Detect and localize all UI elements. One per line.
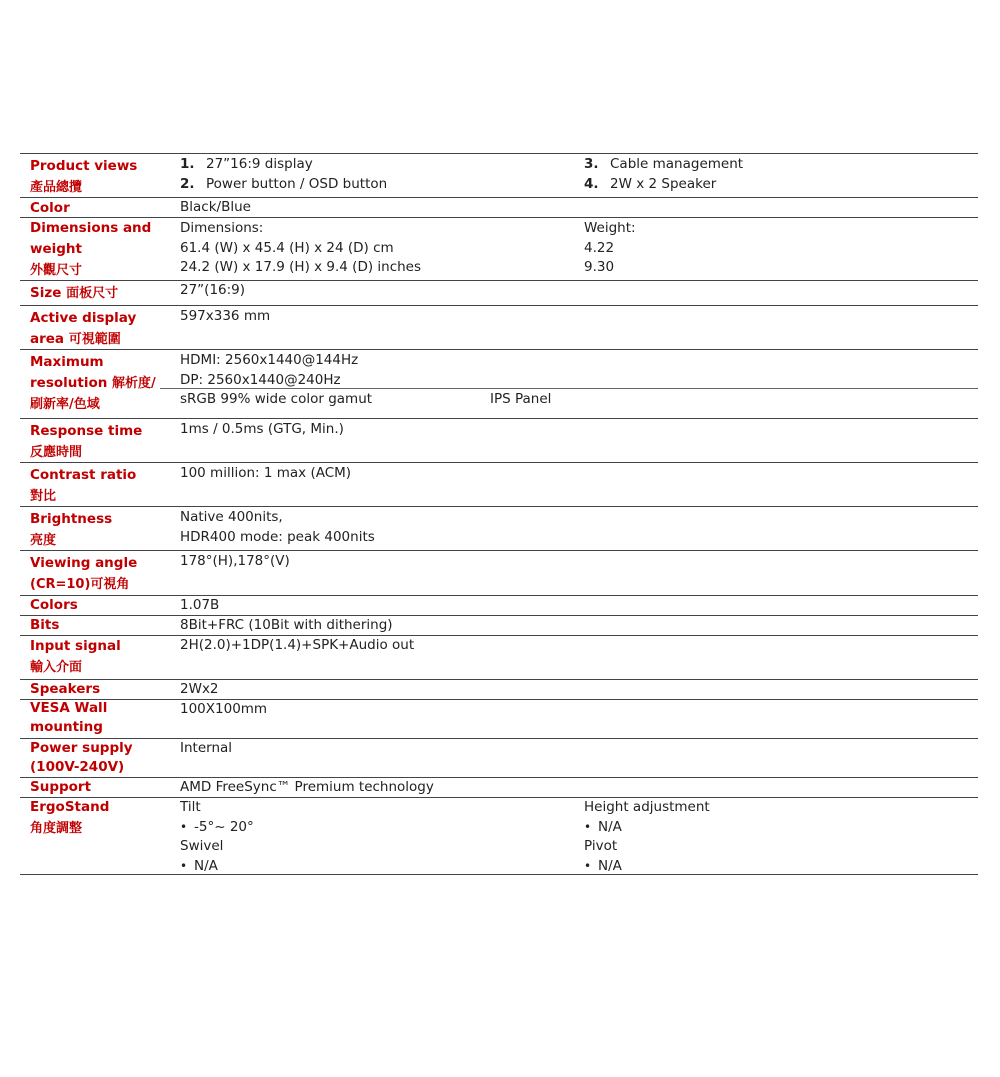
row-bits: [20, 615, 978, 635]
tilt-title: Tilt: [180, 799, 201, 815]
label-zh: 外觀尺寸: [30, 263, 83, 278]
label-en: Color: [30, 200, 70, 216]
dimensions-value: [180, 219, 421, 278]
label-en: Response time: [30, 423, 143, 439]
row-support: [20, 777, 978, 797]
label-zh: 亮度: [30, 533, 57, 548]
label-en: Input signal: [30, 638, 121, 654]
label-en: Colors: [30, 597, 78, 613]
label: [30, 283, 170, 304]
label-zh: 角度調整: [30, 821, 83, 836]
color-gamut: sRGB 99% wide color gamut: [180, 391, 373, 407]
swivel-title: Swivel: [180, 838, 224, 854]
label: [30, 218, 170, 281]
pivot-value: • N/A: [584, 857, 710, 877]
item-number: 3.: [584, 156, 599, 172]
row-vesa: [20, 699, 978, 738]
label: [30, 679, 170, 700]
pivot-title: Pivot: [584, 838, 618, 854]
value: 597x336 mm: [180, 308, 271, 324]
dim-cm: 61.4 (W) x 45.4 (H) x 24 (D) cm: [180, 239, 394, 256]
label: [30, 509, 170, 551]
value: AMD FreeSync™ Premium technology: [180, 779, 434, 795]
label: [30, 421, 170, 463]
label-en: Contrast ratio: [30, 467, 137, 483]
list-item: [584, 175, 743, 195]
row-contrast: [20, 462, 978, 506]
divider: [160, 388, 978, 389]
item-number: 1.: [180, 156, 195, 172]
row-colors: [20, 595, 978, 615]
value: 100X100mm: [180, 701, 268, 717]
label-en: Support: [30, 779, 92, 795]
label: [30, 777, 170, 798]
label-en: area: [30, 331, 65, 347]
label-en: Brightness: [30, 511, 113, 527]
row-viewing-angle: [20, 550, 978, 595]
value: Black/Blue: [180, 199, 251, 215]
value: 100 million: 1 max (ACM): [180, 465, 352, 481]
label-en: resolution: [30, 375, 108, 391]
label-en: Dimensions and: [30, 220, 152, 236]
item-number: 2.: [180, 175, 195, 192]
label-en: Bits: [30, 617, 60, 633]
item-text: Power button / OSD button: [206, 175, 388, 192]
label-en: mounting: [30, 719, 103, 735]
list-item: [584, 155, 743, 175]
label-zh: 產品總攬: [30, 180, 83, 195]
label-en: Maximum: [30, 354, 104, 370]
label: [30, 352, 170, 415]
label-zh: 刷新率/色域: [30, 397, 100, 412]
label-zh: 面板尺寸: [66, 286, 119, 301]
label: [30, 465, 170, 507]
row-input-signal: [20, 635, 978, 679]
item-number: 4.: [584, 175, 599, 192]
label: [30, 198, 170, 219]
row-power: [20, 738, 978, 777]
label-en: weight: [30, 241, 82, 257]
label: [30, 699, 170, 737]
value-line: Native 400nits,: [180, 509, 283, 525]
label-en: Active display: [30, 310, 137, 326]
value: [180, 508, 375, 547]
hdmi-resolution: HDMI: 2560x1440@144Hz: [180, 352, 359, 368]
value: 2Wx2: [180, 681, 219, 697]
label: [30, 553, 170, 595]
row-speakers: [20, 679, 978, 699]
label: [30, 156, 170, 198]
item-text: 27”16:9 display: [206, 156, 313, 172]
row-response-time: [20, 418, 978, 462]
tilt-value: • -5°~ 20°: [180, 818, 254, 838]
label: [30, 739, 170, 777]
label-en: Product views: [30, 158, 138, 174]
label-en: ErgoStand: [30, 799, 110, 815]
value: 8Bit+FRC (10Bit with dithering): [180, 617, 393, 633]
label-zh: (CR=10)可視角: [30, 577, 130, 592]
value: 27”(16:9): [180, 282, 246, 298]
label-en: Size: [30, 285, 62, 301]
spec-table: [20, 153, 978, 875]
value: 2H(2.0)+1DP(1.4)+SPK+Audio out: [180, 637, 415, 653]
dim-in: 24.2 (W) x 17.9 (H) x 9.4 (D) inches: [180, 259, 422, 275]
label-zh: 對比: [30, 489, 57, 504]
row-size: [20, 280, 978, 305]
row-max-resolution: [20, 349, 978, 418]
list-item: [180, 175, 387, 195]
value: 1.07B: [180, 597, 220, 613]
dim-title: Dimensions:: [180, 220, 264, 236]
weight-1: 4.22: [584, 239, 615, 256]
label-en: Power supply: [30, 740, 133, 756]
row-brightness: [20, 506, 978, 550]
item-text: Cable management: [610, 156, 744, 172]
value-line: HDR400 mode: peak 400nits: [180, 528, 375, 545]
label-en: (100V-240V): [30, 759, 125, 775]
label: [30, 636, 170, 678]
label-zh: 可視範圍: [68, 332, 121, 347]
list-item: [180, 155, 387, 175]
label-en: Viewing angle: [30, 555, 138, 571]
weight-value: [584, 219, 636, 278]
value: 178°(H),178°(V): [180, 553, 290, 569]
label: [30, 308, 170, 350]
resolution-value: [180, 351, 358, 390]
panel-type: IPS Panel: [490, 391, 552, 407]
row-active-area: [20, 305, 978, 349]
swivel-value: • N/A: [180, 857, 254, 877]
label-zh: 解析度/: [112, 376, 156, 391]
label: [30, 797, 170, 839]
row-color: [20, 197, 978, 217]
row-ergostand: [20, 797, 978, 875]
ergostand-right: [584, 798, 710, 876]
height-value: • N/A: [584, 818, 710, 838]
label: [30, 595, 170, 616]
weight-2: 9.30: [584, 259, 615, 275]
height-title: Height adjustment: [584, 799, 710, 815]
ergostand-left: [180, 798, 254, 876]
value-right: [584, 155, 743, 194]
value-left: [180, 155, 387, 194]
weight-title: Weight:: [584, 220, 636, 236]
label-zh: 輸入介面: [30, 660, 83, 675]
label: [30, 615, 170, 636]
label-en: VESA Wall: [30, 700, 108, 716]
row-dimensions: [20, 217, 978, 280]
label-zh: 反應時間: [30, 445, 83, 460]
label-en: Speakers: [30, 681, 101, 697]
item-text: 2W x 2 Speaker: [610, 175, 717, 192]
row-product-views: [20, 153, 978, 197]
value: Internal: [180, 740, 233, 756]
dp-resolution: DP: 2560x1440@240Hz: [180, 371, 341, 388]
value: 1ms / 0.5ms (GTG, Min.): [180, 421, 344, 437]
